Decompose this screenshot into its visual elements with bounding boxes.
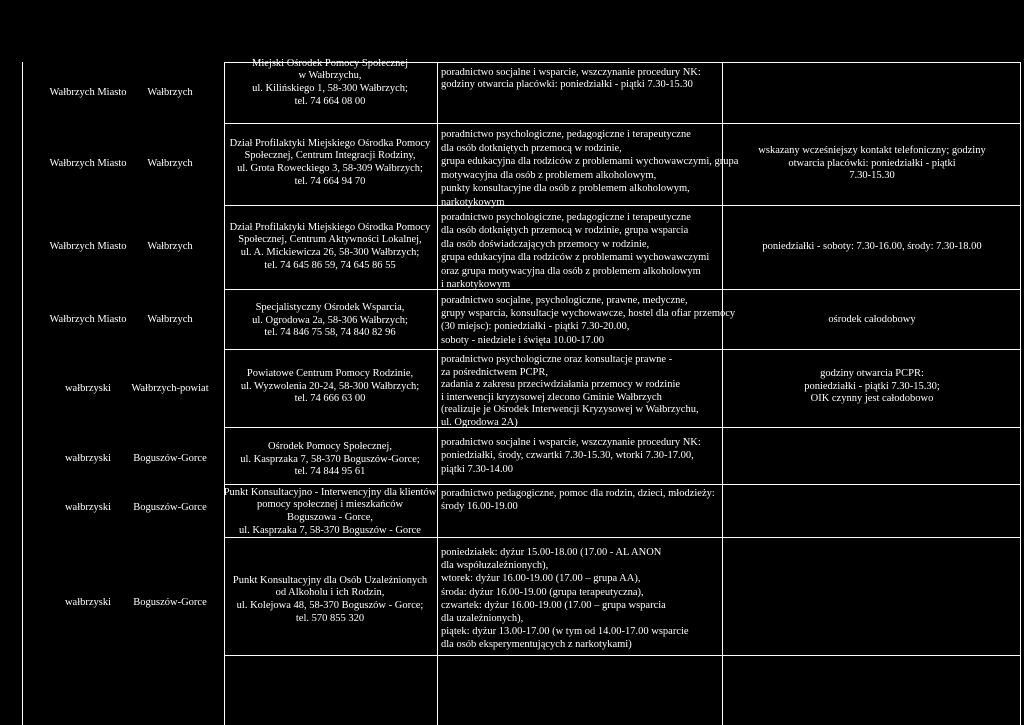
municipality-cell: Wałbrzych (147, 240, 193, 252)
institution-cell-line: ul. Wyzwolenia 20-24, 58-300 Wałbrzych; (240, 380, 420, 392)
county-cell: Wałbrzych Miasto (49, 240, 127, 252)
services-cell-line: dla współuzależnionych), (441, 560, 549, 572)
hours-cell-line: 7.30-15.30 (849, 170, 895, 182)
institution-cell-line: Ośrodek Pomocy Społecznej, (268, 441, 392, 453)
services-cell-line: środy 16.00-19.00 (441, 500, 518, 512)
services-cell (441, 488, 715, 513)
services-cell-line: piątek: dyżur 13.00-17.00 (w tym od 14.00-17.00 wsparcie (441, 626, 689, 638)
services-cell-line: poniedziałki, środy, czwartki 7.30-15.30, wtorki 7.30-17.00, (441, 450, 694, 462)
county-cell: wałbrzyski (64, 596, 112, 608)
services-cell-line: (30 miejsc): poniedziałki - piątki 7.30-20.00, (441, 321, 630, 333)
services-cell-line: poradnictwo psychologiczne, pedagogiczne i terapeutyczne (441, 129, 691, 140)
services-cell-line: motywacyjna dla osób z problemem alkoholowym, (441, 169, 657, 181)
services-cell-line: soboty - niedziele i święta 10.00-17.00 (441, 334, 605, 346)
institution-cell-line: ul. Ogrodowa 2a, 58-306 Wałbrzych; (252, 314, 408, 326)
services-cell-line: dla osób dotkniętych przemocą w rodzinie, (441, 142, 622, 154)
services-cell-line: piątki 7.30-14.00 (441, 463, 514, 475)
services-cell-line: zadania z zakresu przeciwdziałania przemocy w rodzinie (441, 379, 681, 391)
county-cell: wałbrzyski (64, 501, 112, 513)
institution-cell-line: tel. 570 855 320 (295, 612, 365, 624)
services-cell-line: poradnictwo socjalne i wsparcie, wszczynanie procedury NK: (441, 67, 701, 78)
institution-cell-line: od Alkoholu i ich Rodzin, (275, 587, 385, 599)
services-cell (441, 128, 738, 210)
services-cell-line: narkotykowym (441, 196, 505, 208)
services-cell-line: dla osób dotkniętych przemocą w rodzinie, grupa wsparcia (441, 225, 689, 237)
institution-cell-line: tel. 74 666 63 00 (294, 393, 366, 405)
services-cell-line: i interwencji kryzysowej zlecono Gminie Wałbrzych (441, 391, 662, 403)
services-cell-line: poradnictwo socjalne i wsparcie, wszczynanie procedury NK: (441, 437, 701, 448)
county-cell: wałbrzyski (64, 452, 112, 464)
services-cell (441, 211, 709, 291)
institution-cell-line: pomocy społecznej i mieszkańców (256, 499, 404, 511)
hours-cell (712, 241, 1024, 253)
institution-cell-line: Punkt Konsultacyjny dla Osób Uzależnionych (232, 574, 428, 586)
services-cell-line: grupy wsparcia, konsultacje wychowawcze, hostel dla ofiar przemocy (441, 308, 736, 320)
services-cell-line: poradnictwo socjalne, psychologiczne, prawne, medyczne, (441, 295, 688, 306)
row-rule (224, 349, 1020, 350)
services-cell-line: poradnictwo psychologiczne, pedagogiczne i terapeutyczne (441, 212, 691, 223)
services-cell-line: grupa edukacyjna dla rodziców z problemami wychowawczymi (441, 252, 710, 264)
services-cell-line: środa: dyżur 16.00-19.00 (grupa terapeutyczna), (441, 586, 644, 598)
institution-cell-line: Powiatowe Centrum Pomocy Rodzinie, (246, 368, 414, 380)
municipality-cell: Wałbrzych-powiat (131, 382, 209, 394)
row-rule (224, 123, 1020, 124)
services-cell-line: poradnictwo pedagogiczne, pomoc dla rodzin, dzieci, młodzieży: (441, 488, 715, 499)
institution-cell-line: Specjalistyczny Ośrodek Wsparcia, (255, 302, 405, 314)
services-cell-line: czwartek: dyżur 16.00-19.00 (17.00 – grupa wsparcia (441, 599, 666, 611)
municipality-cell: Boguszów-Gorce (133, 596, 207, 608)
institution-cell-line: Boguszowa - Gorce, (286, 511, 373, 523)
services-cell-line: godziny otwarcia placówki: poniedziałki - piątki 7.30-15.30 (441, 79, 693, 91)
row-rule (224, 655, 1020, 656)
hours-cell-line: poniedziałki - soboty: 7.30-16.00, środy: 7.30-18.00 (762, 240, 982, 252)
institution-cell-line: Dział Profilaktyki Miejskiego Ośrodka Pomocy (229, 137, 431, 149)
services-cell-line: i narkotykowym (441, 279, 511, 291)
institution-cell-line: tel. 74 846 75 58, 74 840 82 96 (264, 327, 396, 339)
services-cell-line: ul. Ogrodowa 2A) (441, 416, 518, 428)
municipality-cell: Boguszów-Gorce (133, 452, 207, 464)
hours-cell-line: ośrodek całodobowy (828, 313, 916, 325)
institution-cell-line: tel. 74 664 94 70 (294, 175, 366, 187)
services-cell (441, 436, 701, 476)
services-cell-line: wtorek: dyżur 16.00-19.00 (17.00 – grupa AA), (441, 573, 641, 585)
county-cell: wałbrzyski (64, 382, 112, 394)
services-cell-line: dla osób doświadczających przemocy w rodzinie, (441, 238, 650, 250)
services-cell-line: punkty konsultacyjne dla osób z problemem alkoholowym, (441, 183, 690, 195)
services-cell-line: grupa edukacyjna dla rodziców z problemami wychowawczymi, grupa (441, 156, 739, 168)
hours-cell (712, 314, 1024, 326)
services-cell (441, 294, 735, 347)
services-cell-line: oraz grupa motywacyjna dla osób z problemem alkoholowym (441, 265, 701, 277)
institution-cell-line: Miejski Ośrodek Pomocy Społecznej (251, 57, 409, 69)
institution-cell-line: ul. Kasprzaka 7, 58-370 Boguszów-Gorce; (240, 453, 420, 465)
services-cell-line: poniedziałek: dyżur 15.00-18.00 (17.00 - AL ANON (441, 547, 662, 558)
institution-cell-line: ul. Kolejowa 48, 58-370 Boguszów - Gorce; (236, 599, 424, 611)
services-cell-line: dla osób eksperymentujących z narkotykami) (441, 639, 632, 651)
services-cell-line: (realizuje je Ośrodek Interwencji Kryzysowej w Wałbrzychu, (441, 404, 699, 416)
institution-cell-line: Dział Profilaktyki Miejskiego Ośrodka Pomocy (229, 221, 431, 233)
hours-cell-line: otwarcia placówki: poniedziałki - piątki (788, 157, 956, 169)
county-cell: Wałbrzych Miasto (49, 86, 127, 98)
municipality-cell: Boguszów-Gorce (133, 501, 207, 513)
county-cell: Wałbrzych Miasto (49, 313, 127, 325)
hours-cell-line: wskazany wcześniejszy kontakt telefoniczny; godziny (758, 145, 986, 157)
institution-cell-line: tel. 74 645 86 59, 74 645 86 55 (264, 259, 396, 271)
institution-cell-line: tel. 74 664 08 00 (294, 95, 366, 107)
institution-cell-line: tel. 74 844 95 61 (294, 466, 366, 478)
institution-cell-line: Punkt Konsultacyjno - Interwencyjny dla klientów (223, 486, 437, 498)
institution-cell-line: ul. Kasprzaka 7, 58-370 Boguszów - Gorce (239, 524, 421, 536)
hours-cell-line: OIK czynny jest całodobowo (810, 393, 934, 405)
services-cell (441, 546, 689, 652)
municipality-cell: Wałbrzych (147, 313, 193, 325)
hours-cell-line: godziny otwarcia PCPR: (820, 368, 924, 380)
hours-cell-line: poniedziałki - piątki 7.30-15.30; (804, 380, 940, 392)
row-rule (224, 484, 1020, 485)
institution-cell-line: Społecznej, Centrum Integracji Rodziny, (244, 150, 416, 162)
hours-cell (712, 145, 1024, 182)
institution-cell-line: ul. Grota Roweckiego 3, 58-309 Wałbrzych; (237, 162, 423, 174)
services-cell-line: poradnictwo psychologiczne oraz konsultacje prawne - (441, 354, 673, 365)
county-cell: Wałbrzych Miasto (49, 157, 127, 169)
institution-cell-line: ul. Kilińskiego 1, 58-300 Wałbrzych; (252, 82, 408, 94)
services-cell (441, 67, 701, 92)
services-cell-line: dla uzależnionych), (441, 613, 524, 625)
institution-cell-line: Społecznej, Centrum Aktywności Lokalnej, (238, 234, 422, 246)
institution-cell-line: w Wałbrzychu, (298, 70, 362, 82)
municipality-cell: Wałbrzych (147, 86, 193, 98)
services-cell-line: za pośrednictwem PCPR, (441, 366, 549, 378)
institution-cell-line: ul. A. Mickiewicza 26, 58-300 Wałbrzych; (240, 246, 420, 258)
hours-cell (712, 368, 1024, 405)
services-cell (441, 354, 699, 430)
municipality-cell: Wałbrzych (147, 157, 193, 169)
